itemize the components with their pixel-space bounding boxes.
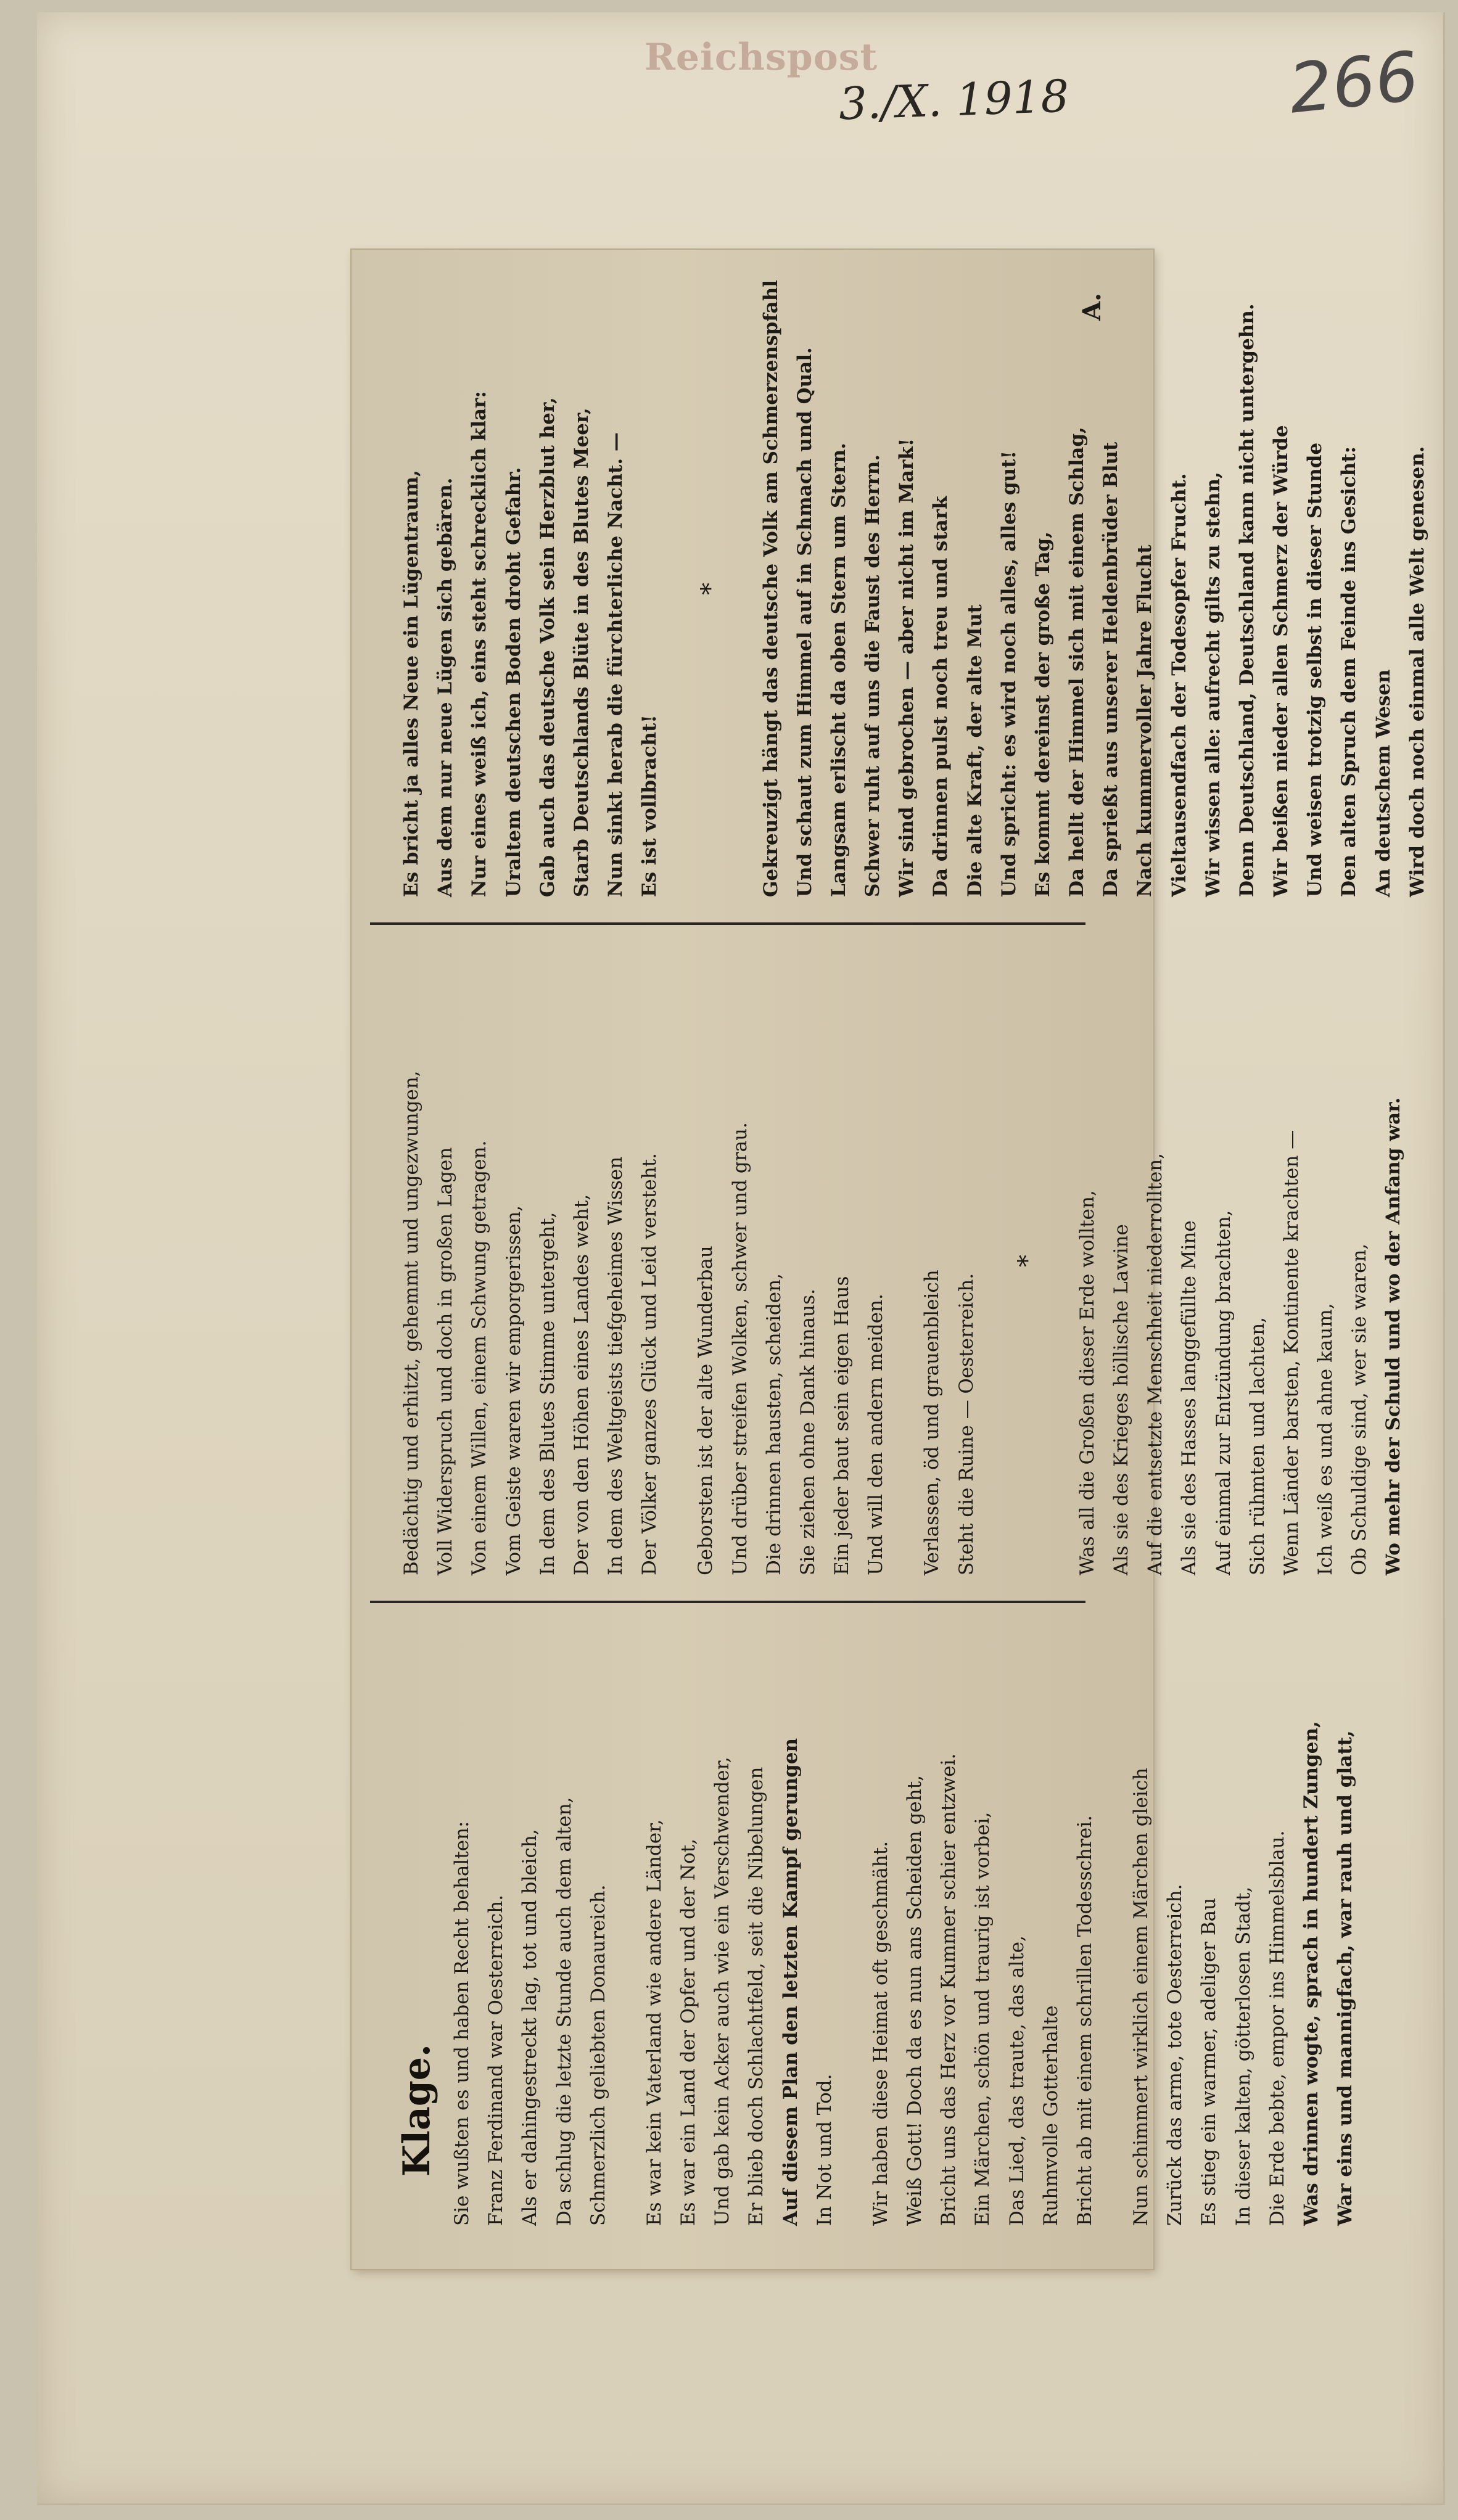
poem-line: Wo mehr der Schuld und wo der Anfang war. (1382, 1097, 1405, 1575)
poem-line: Auf die entsetzte Menschheit niederrollten, (1144, 1152, 1167, 1575)
poem-line: Gekreuzigt hängt das deutsche Volk am Schmerzenspfahl (759, 279, 782, 897)
stanza (864, 1634, 1102, 2226)
poem-line: Denn Deutschland, Deutschland kann nicht untergehn. (1235, 303, 1258, 897)
poem-line: Der von den Höhen eines Landes weht, (570, 1194, 593, 1575)
poem-line: Es war kein Vaterland wie andere Länder, (643, 1819, 665, 2226)
poem-column-3 (395, 279, 1428, 897)
poem-line: Den alten Spruch dem Feinde ins Gesicht: (1338, 446, 1361, 897)
poem-line: Nun sinkt herab die fürchterliche Nacht. — (604, 432, 627, 897)
poem-line: Auf einmal zur Entzündung brachten, (1212, 1210, 1235, 1575)
poem-line: Sie ziehen ohne Dank hinaus. (796, 1289, 819, 1575)
poem-line: Nun schimmert wirklich einem Märchen gleich (1130, 1767, 1153, 2226)
poem-line: Als er dahingestreckt lag, tot und bleich, (519, 1829, 542, 2226)
poem-line: Sich rühmten und lachten, (1246, 1316, 1269, 1575)
poem-line: Das Lied, das traute, das alte, (1005, 1935, 1028, 2226)
poem-line: Bricht ab mit einem schrillen Todesschrei. (1073, 1815, 1096, 2226)
poem-line: In dieser kalten, götterlosen Stadt, (1232, 1886, 1254, 2226)
poem-line: Schmerzlich geliebten Donaureich. (587, 1884, 609, 2226)
poem-line: Schwer ruht auf uns die Faust des Herrn. (862, 454, 884, 897)
poem-line: Und spricht: es wird noch alles, alles gut! (997, 450, 1020, 897)
poem-line: War eins und mannigfach, war rauh und glatt, (1334, 1730, 1357, 2226)
poem-line: Voll Widerspruch und doch in großen Lagen (434, 1147, 457, 1575)
stanza (445, 1634, 616, 2226)
stanza (915, 946, 983, 1575)
poem-line: In dem des Weltgeists tiefgeheimes Wissen (604, 1156, 627, 1575)
poem-line: Ruhmvolle Gotterhalte (1039, 2005, 1062, 2226)
poem-line: Geborsten ist der alte Wunderbau (694, 1246, 717, 1575)
stanza (395, 281, 667, 897)
newspaper-clipping (352, 250, 1428, 2269)
poem-line: Als sie des Hasses langgefüllte Mine (1178, 1220, 1201, 1575)
poem-line: Wir sind gebrochen — aber nicht im Mark! (896, 438, 918, 897)
poem-line: Es kommt dereinst der große Tag, (1031, 531, 1054, 897)
poem-line: Franz Ferdinand war Oesterreich. (485, 1894, 508, 2226)
poem-line: Wird doch noch einmal alle Welt genesen. (1406, 446, 1428, 897)
poem-line: Und weisen trotzig selbst in dieser Stunde (1304, 442, 1327, 897)
poem-line: Nur eines weiß ich, eins steht schrecklich klar: (468, 391, 491, 897)
poem-line: Bedächtig und erhitzt, gehemmt und ungezwungen, (400, 1070, 422, 1575)
poem-line: Verlassen, öd und grauenbleich (921, 1270, 944, 1575)
poem-line: Von einem Willen, einem Schwung getragen. (468, 1140, 491, 1575)
poem-line: Und drüber streifen Wolken, schwer und grau. (728, 1122, 751, 1575)
stanza-separator: * (696, 583, 725, 595)
stanza-separator: * (1013, 1255, 1042, 1267)
poem-line: Die drinnen hausten, scheiden, (762, 1273, 785, 1575)
poem-line: Ein jeder baut sein eigen Haus (831, 1276, 854, 1575)
poem-line: Als sie des Krieges höllische Lawine (1110, 1224, 1133, 1575)
poem-line: Was all die Großen dieser Erde wollten, (1076, 1190, 1098, 1575)
poem-line: Ein Märchen, schön und traurig ist vorbei, (971, 1812, 994, 2226)
poem-line: Und schaut zum Himmel auf in Schmach und Qual. (793, 347, 816, 897)
poem-line: Bricht uns das Herz vor Kummer schier entzwei. (937, 1753, 960, 2226)
poem-line: Wir wissen alle: aufrecht gilts zu stehn, (1201, 472, 1224, 897)
poem-line: Die alte Kraft, der alte Mut (963, 604, 986, 897)
poem-line: Vieltausendfach der Todesopfer Frucht. (1168, 473, 1190, 897)
poem-line: Es ist vollbracht! (638, 715, 661, 897)
stanza (689, 946, 893, 1575)
poem-line: Aus dem nur neue Lügen sich gebären. (434, 477, 457, 897)
poem-line: Da hellt der Himmel sich mit einem Schlag, (1066, 427, 1089, 897)
poem-line: Sie wußten es und haben Recht behalten: (451, 1821, 473, 2226)
poem-line: Er blieb doch Schlachtfeld, seit die Nibelungen (745, 1767, 768, 2226)
poem-line: Langsam erlischt da oben Stern um Stern. (827, 442, 850, 897)
poem-line: Der Völker ganzes Glück und Leid versteht. (638, 1152, 661, 1575)
poem-line: Weiß Gott! Doch da es nun ans Scheiden geht, (904, 1775, 926, 2226)
poem-line: Ich weiß es und ahne kaum, (1314, 1303, 1337, 1575)
poem-line: Wenn Länder barsten, Kontinente krachten — (1280, 1130, 1303, 1575)
poem-line: Steht die Ruine — Oesterreich. (955, 1273, 978, 1575)
poem-line: Es stieg ein warmer, adeliger Bau (1198, 1897, 1221, 2226)
poem-line: Und will den andern meiden. (865, 1294, 888, 1575)
poem-line: Da sprießt aus unserer Heldenbrüder Blut (1100, 441, 1122, 897)
poem-line: Da drinnen pulst noch treu und stark (929, 496, 952, 897)
page-number: 266 (1285, 36, 1423, 129)
poem-line: Auf diesem Plan den letzten Kampf gerungen (779, 1738, 802, 2226)
poem-line: Es bricht ja alles Neue ein Lügentraum, (400, 470, 422, 897)
column-rule (370, 1601, 1085, 1603)
poem-signature: A. (1077, 293, 1106, 321)
poem-line: Starb Deutschlands Blüte in des Blutes Meer, (570, 408, 593, 897)
poem-column-2 (395, 946, 1405, 1575)
stanza (1071, 946, 1411, 1575)
poem-line: Wir beißen nieder allen Schmerz der Würde (1270, 425, 1293, 897)
poem-line: Die Erde bebte, empor ins Himmelsblau. (1266, 1830, 1288, 2226)
poem-title: Klage. (395, 2044, 439, 2177)
poem-line: Zurück das arme, tote Oesterreich. (1164, 1884, 1187, 2226)
poem-line: Nach kummervoller Jahre Flucht (1134, 544, 1156, 897)
handwritten-date: 3./X. 1918 (838, 70, 1070, 130)
poem-line: In dem des Blutes Stimme untergeht, (536, 1212, 559, 1575)
newspaper-stamp: Reichspost (645, 36, 878, 79)
poem-line: Wir haben diese Heimat oft geschmäht. (869, 1841, 892, 2226)
poem-line: Und gab kein Acker auch wie ein Verschwender, (711, 1757, 734, 2226)
archive-sheet (37, 12, 1445, 2505)
poem-line: Es war ein Land der Opfer und der Not, (677, 1838, 700, 2226)
poem-line: In Not und Tod. (813, 2074, 836, 2226)
stanza (754, 281, 1435, 897)
poem-line: Was drinnen wogte, sprach in hundert Zungen, (1299, 1721, 1322, 2226)
poem-line: Ob Schuldige sind, wer sie waren, (1348, 1243, 1371, 1575)
stanza (395, 946, 667, 1575)
stanza (1124, 1634, 1362, 2226)
column-rule (370, 922, 1085, 925)
poem-line: An deutschem Wesen (1372, 669, 1394, 897)
poem-line: Gab auch das deutsche Volk sein Herzblut her, (536, 397, 559, 897)
poem-line: Uraltem deutschen Boden droht Gefahr. (502, 467, 525, 897)
rotated-poem-text (352, 250, 1428, 2269)
stanza (638, 1634, 842, 2226)
poem-line: Da schlug die letzte Stunde auch dem alten, (553, 1797, 575, 2226)
poem-line: Vom Geiste waren wir emporgerissen, (502, 1205, 525, 1575)
poem-column-1 (395, 1634, 1357, 2226)
